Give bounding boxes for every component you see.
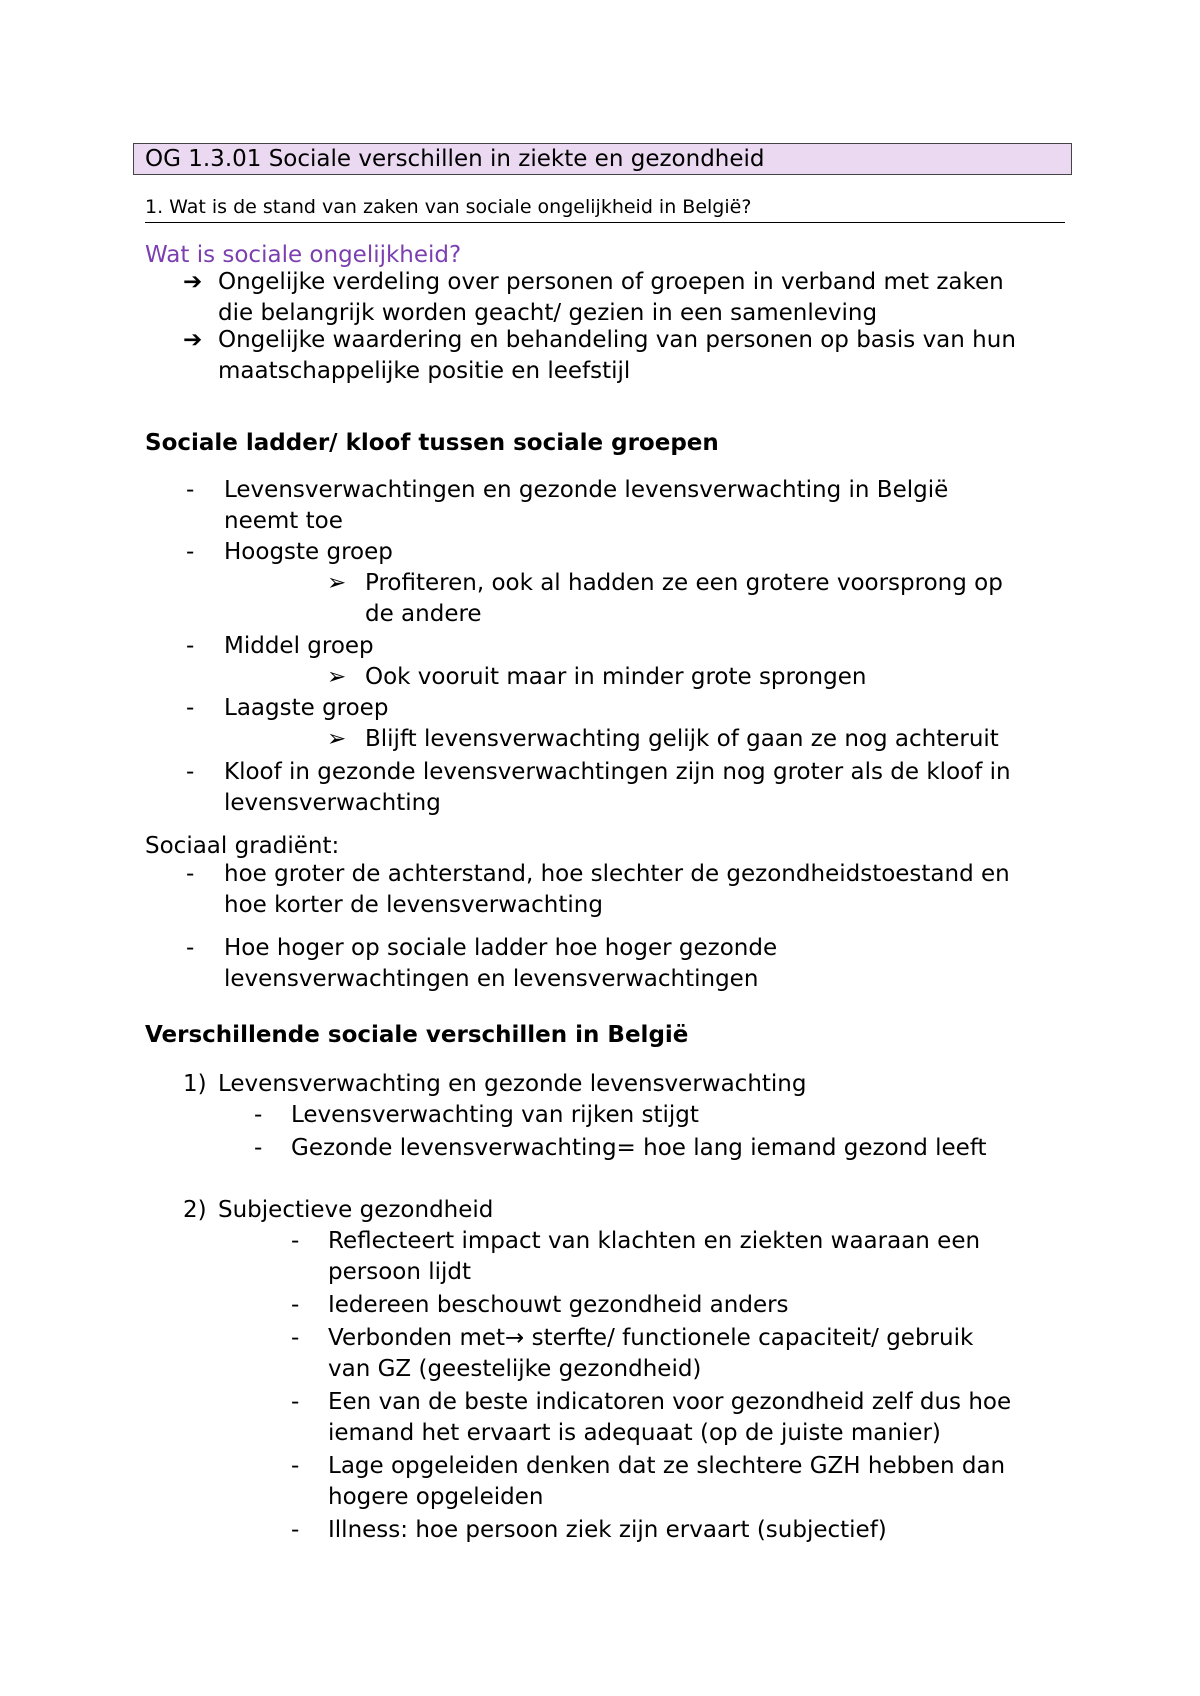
list-item-line: Profiteren, ook al hadden ze een grotere voorsprong op — [365, 570, 1003, 596]
list-item-line: iemand het ervaart is adequaat (op de juiste manier) — [328, 1420, 941, 1446]
list-item-line: Verbonden met→ sterfte/ functionele capaciteit/ gebruik — [328, 1325, 974, 1351]
arrowhead-bullet-icon: ➢ — [327, 664, 347, 690]
arrow-right-icon: ➔ — [183, 327, 203, 353]
dash-bullet: - — [186, 759, 195, 785]
list-item-line: Ongelijke verdeling over personen of groepen in verband met zaken — [218, 269, 1004, 295]
gradient-heading: Sociaal gradiënt: — [145, 833, 340, 859]
list-item-line: Illness: hoe persoon ziek zijn ervaart (subjectief) — [328, 1517, 887, 1543]
arrowhead-bullet-icon: ➢ — [327, 570, 347, 596]
list-item-line: Levensverwachtingen en gezonde levensverwachting in België — [224, 477, 949, 503]
list-item-line: Iedereen beschouwt gezondheid anders — [328, 1292, 789, 1318]
dash-bullet: - — [254, 1135, 263, 1161]
arrowhead-bullet-icon: ➢ — [327, 726, 347, 752]
dash-bullet: - — [291, 1228, 300, 1254]
definition-heading: Wat is sociale ongelijkheid? — [145, 242, 462, 268]
list-number: 2) — [183, 1197, 207, 1223]
list-item-line: Ongelijke waardering en behandeling van personen op basis van hun — [218, 327, 1016, 353]
list-item-line: hoe groter de achterstand, hoe slechter de gezondheidstoestand en — [224, 861, 1010, 887]
ladder-heading: Sociale ladder/ kloof tussen sociale groepen — [145, 430, 719, 456]
dash-bullet: - — [291, 1292, 300, 1318]
list-item-line: Kloof in gezonde levensverwachtingen zijn nog groter als de kloof in — [224, 759, 1011, 785]
list-item-line: Gezonde levensverwachting= hoe lang iemand gezond leeft — [291, 1135, 987, 1161]
list-item-line: Een van de beste indicatoren voor gezondheid zelf dus hoe — [328, 1389, 1012, 1415]
list-item-line: Laagste groep — [224, 695, 389, 721]
differences-heading: Verschillende sociale verschillen in België — [145, 1022, 689, 1048]
dash-bullet: - — [186, 477, 195, 503]
arrow-right-icon: ➔ — [183, 269, 203, 295]
list-item-line: van GZ (geestelijke gezondheid) — [328, 1356, 702, 1382]
dash-bullet: - — [254, 1102, 263, 1128]
list-item-line: die belangrijk worden geacht/ gezien in een samenleving — [218, 300, 878, 326]
dash-bullet: - — [186, 935, 195, 961]
page-title: OG 1.3.01 Sociale verschillen in ziekte en gezondheid — [133, 143, 1072, 175]
list-number: 1) — [183, 1071, 207, 1097]
list-item-line: Hoogste groep — [224, 539, 393, 565]
dash-bullet: - — [186, 539, 195, 565]
list-item-line: persoon lijdt — [328, 1259, 472, 1285]
list-item-line: levensverwachting — [224, 790, 441, 816]
list-item-line: Reflecteert impact van klachten en ziekten waaraan een — [328, 1228, 981, 1254]
list-item-line: Hoe hoger op sociale ladder hoe hoger gezonde — [224, 935, 778, 961]
list-item-line: Ook vooruit maar in minder grote sprongen — [365, 664, 867, 690]
list-item-line: levensverwachtingen en levensverwachtingen — [224, 966, 759, 992]
dash-bullet: - — [186, 695, 195, 721]
list-item-line: Levensverwachting van rijken stijgt — [291, 1102, 699, 1128]
dash-bullet: - — [186, 861, 195, 887]
list-item-line: Middel groep — [224, 633, 374, 659]
list-item-line: de andere — [365, 601, 482, 627]
list-item-line: Levensverwachting en gezonde levensverwachting — [218, 1071, 807, 1097]
question-heading: 1. Wat is de stand van zaken van sociale ongelijkheid in België? — [145, 192, 1065, 223]
list-item-line: maatschappelijke positie en leefstijl — [218, 358, 631, 384]
list-item-line: Subjectieve gezondheid — [218, 1197, 494, 1223]
list-item-line: Lage opgeleiden denken dat ze slechtere GZH hebben dan — [328, 1453, 1006, 1479]
dash-bullet: - — [291, 1517, 300, 1543]
dash-bullet: - — [291, 1453, 300, 1479]
list-item-line: hoe korter de levensverwachting — [224, 892, 603, 918]
list-item-line: hogere opgeleiden — [328, 1484, 544, 1510]
dash-bullet: - — [291, 1325, 300, 1351]
list-item-line: neemt toe — [224, 508, 343, 534]
dash-bullet: - — [291, 1389, 300, 1415]
list-item-line: Blijft levensverwachting gelijk of gaan ze nog achteruit — [365, 726, 999, 752]
dash-bullet: - — [186, 633, 195, 659]
